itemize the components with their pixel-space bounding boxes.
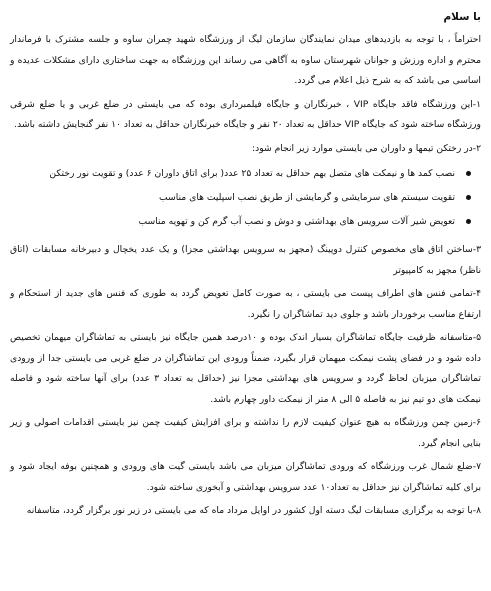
item-3: ۳-ساختن اتاق های مخصوص کنترل دوپینگ (مجهز به سرویس بهداشتی مجزا) و یک عدد یخچال و دبیرخانه مسابقات (اتاق ناظر) مجهز به کامپیوتر bbox=[10, 244, 481, 276]
item-1: ۱-این ورزشگاه فاقد جایگاه VIP ، خبرنگاران و جایگاه فیلمبرداری بوده که می بایستی در ضلع غربی و یا ضلع شرقی ورزشگاه ساخته شود که جایگاه VIP حداقل به تعداد ۲۰ نفر و جایگاه خبرنگاران حداقل به تعداد ۱۰ نفر گنجایش داشته باشد. bbox=[10, 98, 481, 130]
item-6: ۶-زمین چمن ورزشگاه به هیچ عنوان کیفیت لازم را نداشته و برای افزایش کیفیت چمن نیز بایستی اقدامات اصولی و زیر بنایی انجام گیرد. bbox=[10, 417, 481, 449]
bullet-text: نصب کمد ها و نیمکت های متصل بهم حداقل به تعداد ۲۵ عدد( برای اتاق داوران ۶ عدد) و تقویت نور رختکن bbox=[49, 168, 455, 179]
bullet-text: تعویض شیر آلات سرویس های بهداشتی و دوش و نصب آب گرم کن و تهویه مناسب bbox=[138, 216, 455, 227]
list-item bbox=[10, 186, 455, 210]
intro-paragraph: احتراماً ، با توجه به بازدیدهای میدان نمایندگان سازمان لیگ از ورزشگاه شهید چمران ساوه و جلسه مشترک با فرماندار محترم و اداره ورزش و جوانان شهرستان ساوه به آگاهی می رساند این ورزشگاه به جهت ساختاری دارای مشکلات عدیده و اساسی می باشد که به شرح ذیل اعلام می گردد. bbox=[10, 34, 481, 86]
list-item bbox=[10, 162, 455, 186]
bullet-list bbox=[10, 162, 481, 234]
item-8: ۸-با توجه به برگزاری مسابقات لیگ دسته اول کشور در اوایل مرداد ماه که می بایستی در زیر نور برگزار گردد، متاسفانه bbox=[26, 505, 481, 516]
item-7: ۷-ضلع شمال غرب ورزشگاه که ورودی تماشاگران میزبان می باشد بایستی گیت های ورودی و همچنین بوفه ایجاد شود و برای کلیه تماشاگران نیز حداقل به تعداد۱۰ عدد سرویس بهداشتی و آبخوری ساخته شود. bbox=[10, 461, 481, 493]
item-4: ۴-تمامی فنس های اطراف پیست می بایستی ، به صورت کامل تعویض گردد به طوری که فنس های جدید از استحکام و ارتفاع مناسب برخوردار باشد و جلوی دید تماشاگران را نگیرد. bbox=[10, 288, 481, 320]
list-item bbox=[10, 210, 455, 234]
bullet-icon bbox=[466, 219, 471, 224]
item-5: ۵-متاسفانه ظرفیت جایگاه تماشاگران بسیار اندک بوده و ۱۰درصد همین جایگاه نیز بایستی به تماشاگران میهمان تخصیص داده شود و در فضای پشت نیمکت میهمان قرار بگیرد، ضمناً ورودی این تماشاگران در ضلع غربی می بایستی جدا از ورودی تماشاگران میزبان لحاظ گردد و سرویس های بهداشتی مجزا نیز (حداقل به تعداد ۳ عدد) برای آنها ساخته شود و فاصله نیمکت های دو تیم نیز به فاصله ۵ الی ۸ متر از نیمکت داور چهارم باشد. bbox=[10, 332, 482, 405]
item-2: ۲-در رختکن تیمها و داوران می بایستی موارد زیر انجام شود: bbox=[252, 142, 481, 154]
bullet-icon bbox=[466, 171, 471, 176]
greeting: با سلام bbox=[443, 11, 481, 23]
bullet-icon bbox=[466, 195, 471, 200]
bullet-text: تقویت سیستم های سرمایشی و گرمایشی از طریق نصب اسپلیت های مناسب bbox=[159, 192, 455, 203]
